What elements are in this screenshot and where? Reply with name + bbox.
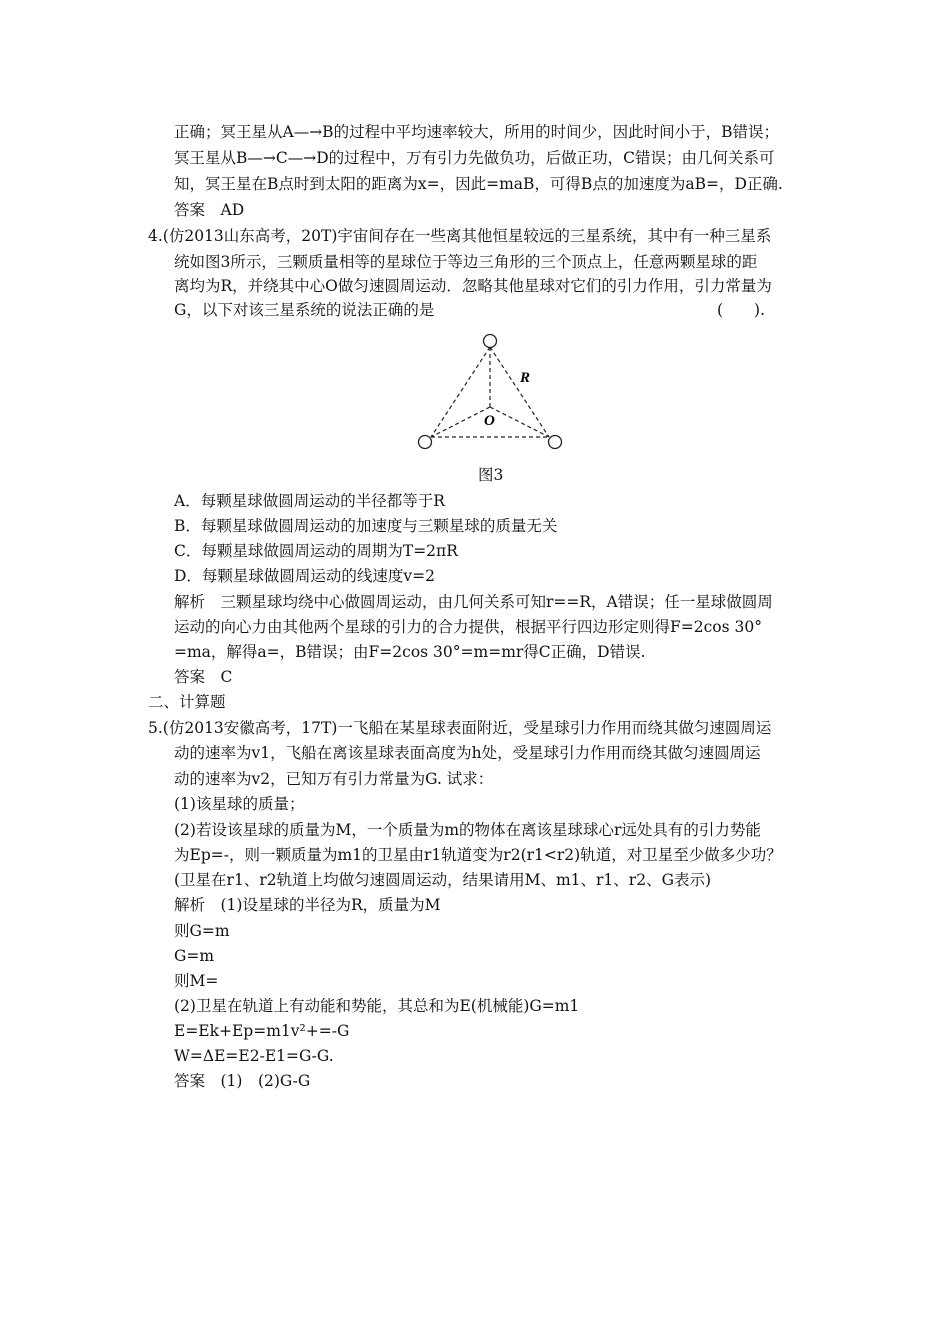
q5-answer: 答案 (1) (2)G-G — [174, 1072, 311, 1090]
triangle-side-right — [490, 347, 549, 437]
q5-analysis-line-4: 则M= — [174, 972, 219, 990]
q4-option-d: D．每颗星球做圆周运动的线速度v=2 — [174, 567, 436, 585]
q5-stem-line-3: 动的速率为v2，已知万有引力常量为G. 试求： — [174, 770, 494, 788]
q4-stem-line-3: 离均为R，并绕其中心O做匀速圆周运动．忽略其他星球对它们的引力作用，引力常量为 — [174, 277, 772, 295]
q4-analysis-line-1: 解析 三颗星球均绕中心做圆周运动，由几何关系可知r==R，A错误；任一星球做圆周 — [174, 593, 773, 611]
q4-option-a: A．每颗星球做圆周运动的半径都等于R — [174, 492, 445, 510]
q4-answer: 答案 C — [174, 668, 233, 686]
q5-part-1: (1)该星球的质量； — [174, 795, 305, 813]
q5-part-2-line-3: (卫星在r1、r2轨道上均做匀速圆周运动，结果请用M、m1、r1、r2、G表示) — [174, 871, 711, 889]
solution-line-1: 正确；冥王星从A—→B的过程中平均速率较大，所用的时间少，因此时间小于，B错误； — [174, 123, 779, 141]
q4-option-b: B．每颗星球做圆周运动的加速度与三颗星球的质量无关 — [174, 517, 558, 535]
q5-analysis-line-5: (2)卫星在轨道上有动能和势能，其总和为E(机械能)G=m1 — [174, 997, 580, 1015]
q5-analysis-line-2: 则G=m — [174, 922, 230, 940]
q4-option-c: C．每颗星球做圆周运动的周期为T=2πR — [174, 542, 458, 560]
star-right — [549, 436, 562, 449]
q4-stem-line-4: G，以下对该三星系统的说法正确的是 — [174, 301, 435, 319]
q5-analysis-line-7: W=ΔE=E2-E1=G-G. — [174, 1047, 334, 1065]
q4-answer-blank: ( ). — [717, 301, 766, 319]
radius-line-left — [431, 407, 490, 437]
q4-stem-line-1: 4.(仿2013山东高考，20T)宇宙间存在一些离其他恒星较远的三星系统，其中有一种三星系 — [148, 227, 772, 245]
solution-line-2: 冥王星从B—→C—→D的过程中，万有引力先做负功，后做正功，C错误；由几何关系可 — [174, 149, 775, 167]
three-star-diagram — [398, 328, 584, 456]
q4-analysis-line-2: 运动的向心力由其他两个星球的引力的合力提供，根据平行四边形定则得F=2cos 30° — [174, 618, 762, 636]
star-top — [484, 335, 497, 348]
section-title: 二、计算题 — [148, 693, 226, 711]
radius-line-right — [490, 407, 549, 437]
solution-line-3: 知，冥王星在B点时到太阳的距离为x=，因此=maB，可得B点的加速度为aB=，D正确. — [174, 175, 783, 193]
figure-caption: 图3 — [478, 466, 504, 484]
q5-part-2-line-2: 为Ep=-，则一颗质量为m1的卫星由r1轨道变为r2(r1<r2)轨道，对卫星至少做多少功？ — [174, 846, 782, 864]
q5-analysis-line-6: E=Ek+Ep=m1v²+=-G — [174, 1022, 350, 1040]
solution-answer: 答案 AD — [174, 201, 245, 219]
triangle-side-left — [431, 347, 490, 437]
q5-analysis-line-3: G=m — [174, 947, 215, 965]
label-O: O — [484, 413, 495, 429]
star-left — [419, 436, 432, 449]
q5-stem-line-1: 5.(仿2013安徽高考，17T)一飞船在某星球表面附近，受星球引力作用而绕其做匀速圆周运 — [148, 719, 772, 737]
q4-stem-line-2: 统如图3所示，三颗质量相等的星球位于等边三角形的三个顶点上，任意两颗星球的距 — [174, 253, 758, 271]
q5-part-2-line-1: (2)若设该星球的质量为M，一个质量为m的物体在离该星球球心r远处具有的引力势能 — [174, 821, 761, 839]
q4-analysis-line-3: =ma，解得a=，B错误；由F=2cos 30°=m=mr得C正确，D错误. — [174, 643, 646, 661]
q5-analysis-line-1: 解析 (1)设星球的半径为R，质量为M — [174, 896, 441, 914]
q5-stem-line-2: 动的速率为v1，飞船在离该星球表面高度为h处，受星球引力作用而绕其做匀速圆周运 — [174, 744, 761, 762]
label-R: R — [520, 370, 531, 386]
